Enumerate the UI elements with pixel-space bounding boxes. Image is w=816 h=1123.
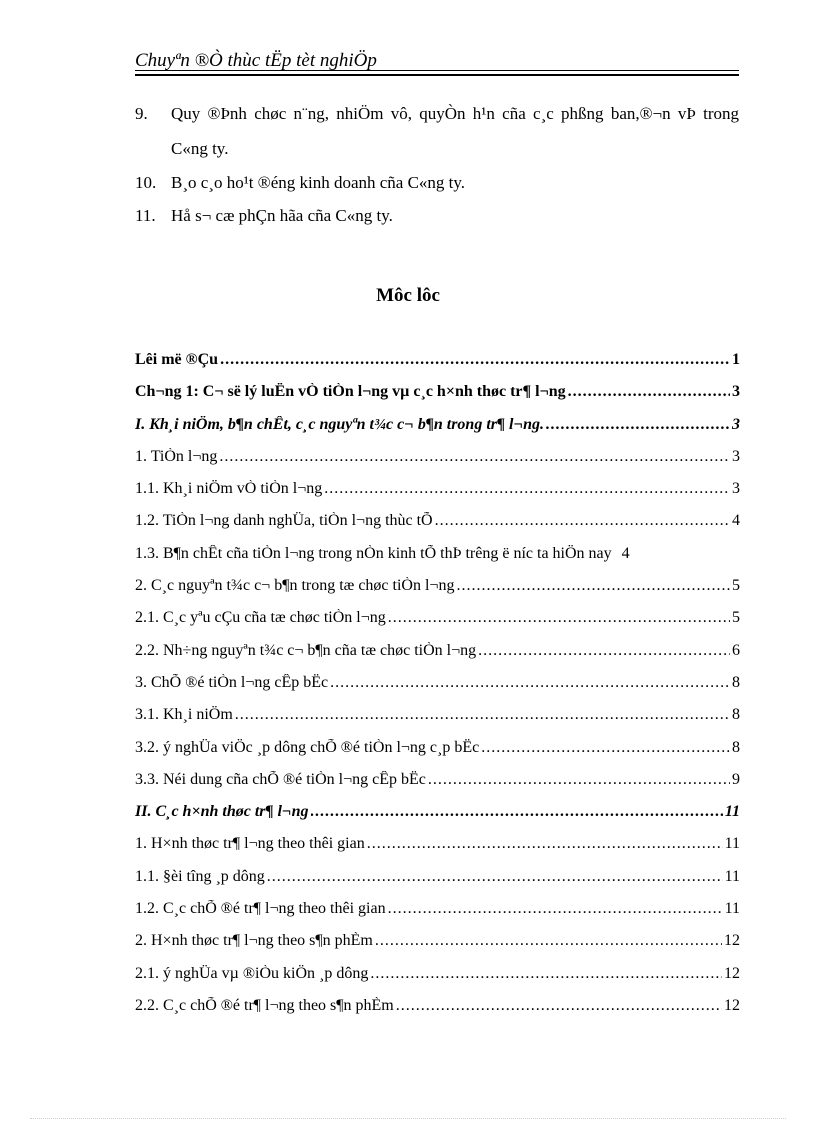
toc-leader-dots bbox=[428, 771, 730, 789]
document-list bbox=[135, 96, 739, 232]
toc-entry-page: 3 bbox=[732, 447, 740, 465]
toc-entry-text: 3.1. Kh¸i niÖm bbox=[135, 706, 233, 724]
toc-entry[interactable] bbox=[135, 900, 740, 932]
toc-title: Môc lôc bbox=[376, 285, 440, 306]
toc-entry-text: 2.2. Nh÷ng nguyªn t¾c c¬ b¶n cña tæ chøc tiÒn l¬ng bbox=[135, 641, 477, 659]
toc-leader-dots bbox=[311, 803, 723, 821]
toc-entry-page: 5 bbox=[732, 577, 740, 595]
toc-entry-page: 12 bbox=[724, 996, 740, 1014]
toc-entry[interactable] bbox=[135, 351, 740, 383]
toc-entry-text: 1.1. §èi tîng ¸p dông bbox=[135, 867, 265, 885]
toc-entry[interactable] bbox=[135, 545, 740, 577]
toc-leader-dots bbox=[370, 965, 722, 983]
header-rule-thin bbox=[135, 70, 739, 71]
toc-entry-text: 3.2. ý nghÜa viÖc ¸p dông chÕ ®é tiÒn l¬ng c¸p bËc bbox=[135, 738, 480, 756]
toc-leader-dots bbox=[478, 642, 730, 660]
toc-entry-text: 3.3. Néi dung cña chÕ ®é tiÒn l¬ng cÊp bËc bbox=[135, 770, 426, 788]
page-bottom-border bbox=[30, 1118, 786, 1119]
toc-entry[interactable] bbox=[135, 480, 740, 512]
toc-entry[interactable] bbox=[135, 448, 740, 480]
toc-leader-dots bbox=[375, 932, 722, 950]
list-item-text: Hå s¬ cæ phÇn hãa cña C«ng ty. bbox=[171, 206, 393, 225]
toc-entry-text: 3. ChÕ ®é tiÒn l¬ng cÊp bËc bbox=[135, 673, 329, 691]
list-item-number: 11. bbox=[135, 206, 156, 225]
toc-entry-page: 11 bbox=[724, 867, 740, 885]
toc-entry[interactable] bbox=[135, 674, 740, 706]
toc-leader-dots bbox=[481, 739, 730, 757]
toc-entry-page: 6 bbox=[732, 641, 740, 659]
toc-entry-text: I. Kh¸i niÖm, b¶n chÊt, c¸c nguyªn t¾c c¬ b¶n trong tr¶ l¬ng. bbox=[135, 415, 545, 433]
toc-leader-dots bbox=[330, 674, 730, 692]
toc-entry-text: 2.1. C¸c yªu cÇu cña tæ chøc tiÒn l¬ng bbox=[135, 609, 386, 627]
toc-entry-text: 1. TiÒn l¬ng bbox=[135, 447, 218, 465]
toc-entry-page: 8 bbox=[732, 673, 740, 691]
toc-leader-dots bbox=[396, 997, 722, 1015]
list-item bbox=[135, 199, 739, 232]
toc-entry[interactable] bbox=[135, 965, 740, 997]
header-rule-thick bbox=[135, 74, 739, 76]
toc-entry[interactable] bbox=[135, 416, 740, 448]
toc-leader-dots bbox=[220, 351, 730, 369]
toc-leader-dots bbox=[435, 512, 730, 530]
toc-entry[interactable] bbox=[135, 383, 740, 415]
toc-entry[interactable] bbox=[135, 577, 740, 609]
toc-entry-page: 11 bbox=[724, 900, 740, 918]
toc-entry-page: 11 bbox=[724, 803, 740, 821]
toc-leader-dots bbox=[367, 835, 723, 853]
toc-entry-text: 2.2. C¸c chÕ ®é tr¶ l¬ng theo s¶n phÈm bbox=[135, 996, 394, 1014]
list-item-text: Quy ®Þnh chøc n¨ng, nhiÖm vô, quyÒn h¹n cña c¸c phßng ban,®¬n vÞ trong C«ng ty. bbox=[171, 104, 739, 158]
toc-entry[interactable] bbox=[135, 706, 740, 738]
list-item bbox=[135, 166, 739, 199]
toc-leader-dots bbox=[546, 416, 730, 434]
toc-entry[interactable] bbox=[135, 771, 740, 803]
toc-entry[interactable] bbox=[135, 642, 740, 674]
toc-entry-page: 4 bbox=[732, 512, 740, 530]
toc-entry[interactable] bbox=[135, 609, 740, 641]
toc-entry[interactable] bbox=[135, 997, 740, 1029]
toc-entry[interactable] bbox=[135, 512, 740, 544]
toc-leader-dots bbox=[219, 448, 730, 466]
toc-leader-dots bbox=[388, 609, 730, 627]
toc-leader-dots bbox=[388, 900, 723, 918]
toc-entry-text: 1. H×nh thøc tr¶ l¬ng theo thêi gian bbox=[135, 835, 365, 853]
toc-leader-dots bbox=[456, 577, 730, 595]
toc-entry-page: 11 bbox=[724, 835, 740, 853]
toc-entry-page: 3 bbox=[732, 415, 740, 433]
toc-leader-dots bbox=[324, 480, 730, 498]
toc-entry[interactable] bbox=[135, 739, 740, 771]
toc-entry-text: 2. H×nh thøc tr¶ l¬ng theo s¶n phÈm bbox=[135, 932, 373, 950]
toc-entry-page: 4 bbox=[621, 544, 630, 562]
toc-entry-page: 5 bbox=[732, 609, 740, 627]
toc-entry-page: 3 bbox=[732, 480, 740, 498]
toc-entry-page: 9 bbox=[732, 770, 740, 788]
toc-entry[interactable] bbox=[135, 868, 740, 900]
toc-entry-text: Ch¬ng 1: C¬ së lý luËn vÒ tiÒn l¬ng vµ c¸c h×nh thøc tr¶ l¬ng bbox=[135, 383, 566, 401]
toc-leader-dots bbox=[568, 383, 730, 401]
toc-entry[interactable] bbox=[135, 932, 740, 964]
toc-entry-text: 1.2. C¸c chÕ ®é tr¶ l¬ng theo thêi gian bbox=[135, 900, 386, 918]
running-header: Chuyªn ®Ò thùc tËp tèt nghiÖp bbox=[135, 50, 377, 71]
toc-entry-page: 12 bbox=[724, 932, 740, 950]
toc-entry-text: 2.1. ý nghÜa vµ ®iÒu kiÖn ¸p dông bbox=[135, 964, 369, 982]
toc-entry-text: 1.1. Kh¸i niÖm vÒ tiÒn l¬ng bbox=[135, 480, 323, 498]
toc-entry-text: 1.3. B¶n chÊt cña tiÒn l¬ng trong nÒn kinh tÕ thÞ trêng ë níc ta hiÖn nay bbox=[135, 544, 612, 562]
toc-entry-text: 1.2. TiÒn l¬ng danh nghÜa, tiÒn l¬ng thùc tÕ bbox=[135, 512, 433, 530]
toc-entry-page: 8 bbox=[732, 738, 740, 756]
toc-entry[interactable] bbox=[135, 803, 740, 835]
list-item-text: B¸o c¸o ho¹t ®éng kinh doanh cña C«ng ty. bbox=[171, 173, 466, 192]
list-item-number: 9. bbox=[135, 104, 148, 123]
toc-entry-page: 8 bbox=[732, 706, 740, 724]
list-item-number: 10. bbox=[135, 173, 157, 192]
toc-entry-text: Lêi më ®Çu bbox=[135, 351, 219, 368]
table-of-contents bbox=[135, 351, 740, 1029]
list-item bbox=[135, 96, 739, 166]
toc-entry-page: 1 bbox=[732, 351, 740, 368]
toc-entry-text: 2. C¸c nguyªn t¾c c¬ b¶n trong tæ chøc tiÒn l¬ng bbox=[135, 577, 455, 595]
toc-entry-page: 12 bbox=[724, 964, 740, 982]
toc-entry-page: 3 bbox=[732, 383, 740, 401]
toc-leader-dots bbox=[235, 706, 730, 724]
toc-leader-dots bbox=[267, 868, 723, 886]
toc-entry-text: II. C¸c h×nh thøc tr¶ l¬ng bbox=[135, 803, 309, 821]
toc-entry[interactable] bbox=[135, 835, 740, 867]
